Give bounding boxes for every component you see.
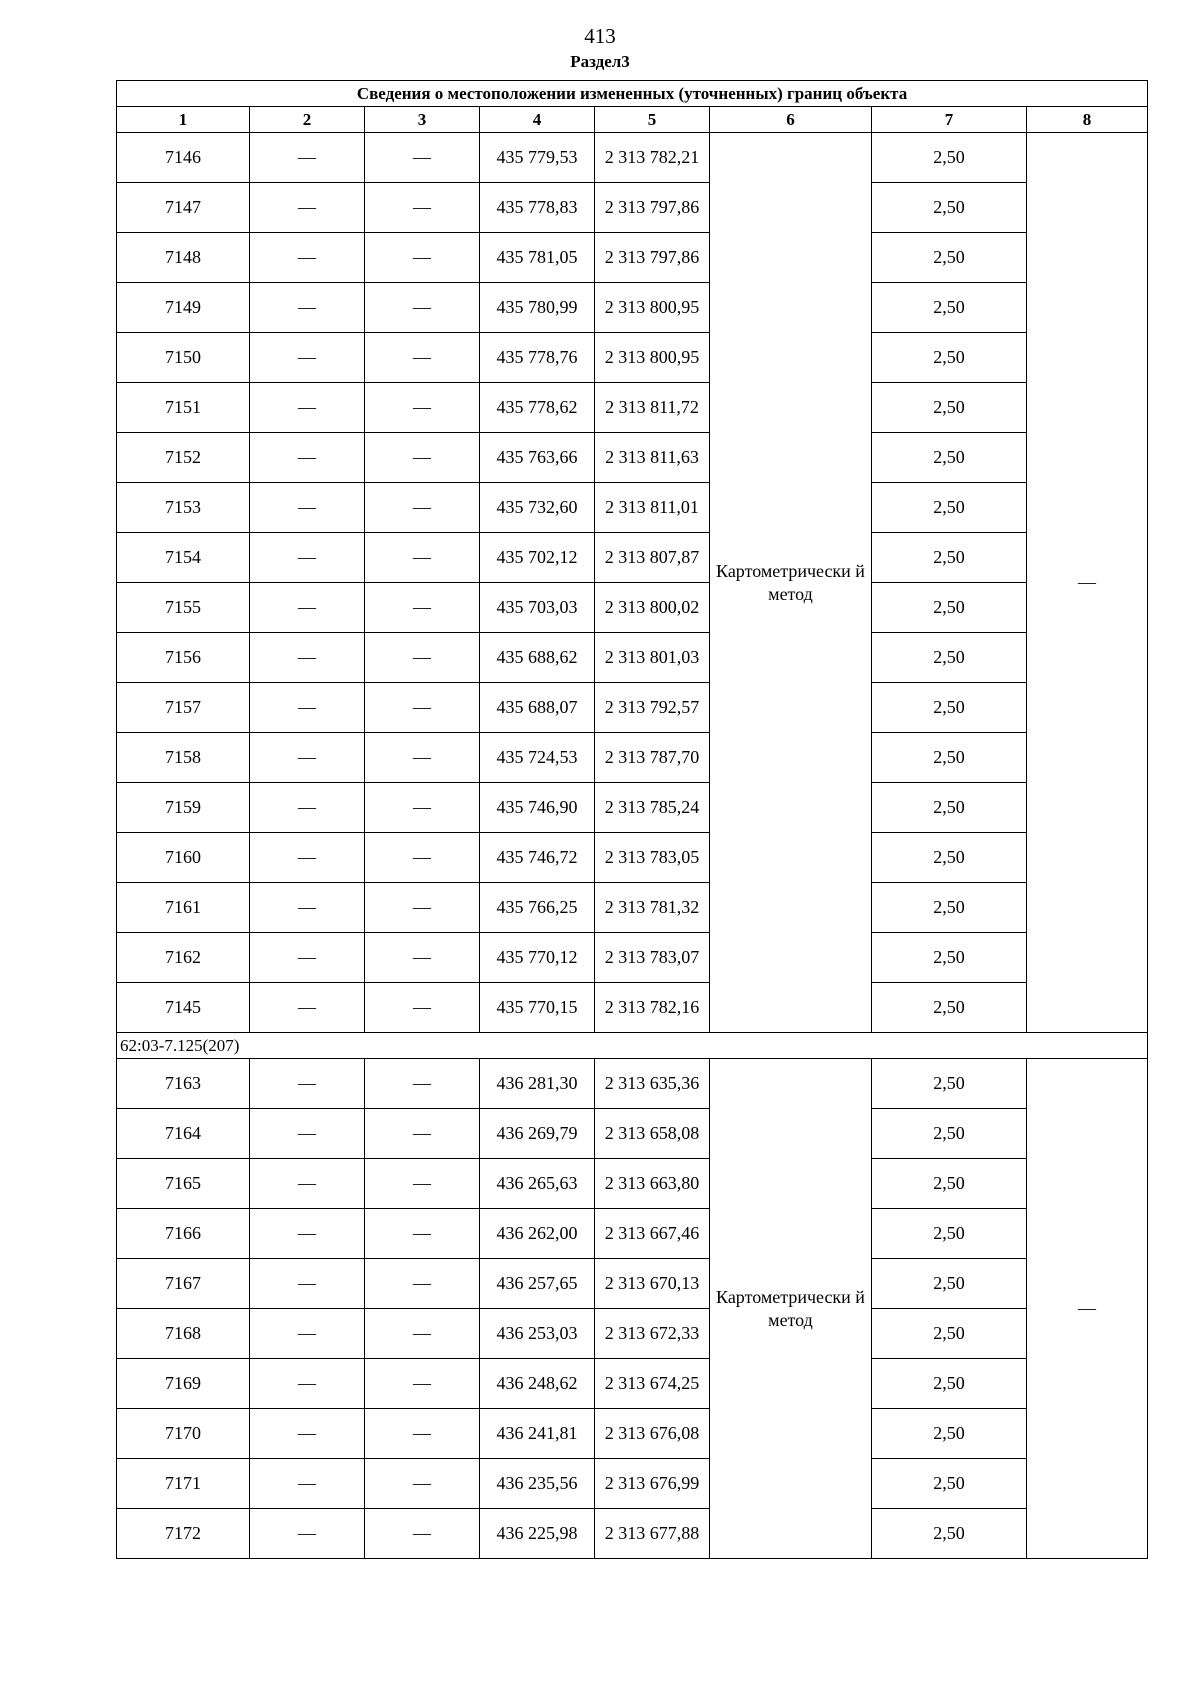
- point-number-cell: 7147: [117, 183, 250, 233]
- x-coordinate-cell: 435 688,07: [480, 683, 595, 733]
- point-number-cell: 7168: [117, 1309, 250, 1359]
- y-coordinate-cell: 2 313 797,86: [595, 233, 710, 283]
- column-3-cell: —: [365, 433, 480, 483]
- column-3-cell: —: [365, 633, 480, 683]
- table-caption: Сведения о местоположении измененных (уточненных) границ объекта: [117, 81, 1148, 107]
- page-number: 413: [584, 24, 616, 48]
- point-number-cell: 7172: [117, 1509, 250, 1559]
- column-3-cell: —: [365, 833, 480, 883]
- x-coordinate-cell: 436 235,56: [480, 1459, 595, 1509]
- column-3-cell: —: [365, 133, 480, 183]
- y-coordinate-cell: 2 313 674,25: [595, 1359, 710, 1409]
- x-coordinate-cell: 435 732,60: [480, 483, 595, 533]
- table-row: [117, 883, 1148, 933]
- x-coordinate-cell: 436 253,03: [480, 1309, 595, 1359]
- y-coordinate-cell: 2 313 676,08: [595, 1409, 710, 1459]
- y-coordinate-cell: 2 313 667,46: [595, 1209, 710, 1259]
- table-row: [117, 633, 1148, 683]
- column-2-cell: —: [250, 1459, 365, 1509]
- table-row: [117, 1159, 1148, 1209]
- accuracy-cell: 2,50: [872, 133, 1027, 183]
- point-number-cell: 7151: [117, 383, 250, 433]
- column-3-cell: —: [365, 933, 480, 983]
- table-row: [117, 583, 1148, 633]
- point-number-cell: 7166: [117, 1209, 250, 1259]
- accuracy-cell: 2,50: [872, 1059, 1027, 1109]
- column-3-cell: —: [365, 183, 480, 233]
- point-number-cell: 7146: [117, 133, 250, 183]
- point-number-cell: 7165: [117, 1159, 250, 1209]
- x-coordinate-cell: 435 763,66: [480, 433, 595, 483]
- column-2-cell: —: [250, 983, 365, 1033]
- column-3-cell: —: [365, 733, 480, 783]
- accuracy-cell: 2,50: [872, 483, 1027, 533]
- table-row: [117, 1459, 1148, 1509]
- y-coordinate-cell: 2 313 807,87: [595, 533, 710, 583]
- accuracy-cell: 2,50: [872, 733, 1027, 783]
- y-coordinate-cell: 2 313 672,33: [595, 1309, 710, 1359]
- accuracy-cell: 2,50: [872, 183, 1027, 233]
- point-number-cell: 7159: [117, 783, 250, 833]
- y-coordinate-cell: 2 313 782,16: [595, 983, 710, 1033]
- y-coordinate-cell: 2 313 635,36: [595, 1059, 710, 1109]
- accuracy-cell: 2,50: [872, 983, 1027, 1033]
- table-row: [117, 383, 1148, 433]
- column-number: 4: [480, 107, 595, 133]
- column-2-cell: —: [250, 1109, 365, 1159]
- column-3-cell: —: [365, 1159, 480, 1209]
- y-coordinate-cell: 2 313 658,08: [595, 1109, 710, 1159]
- accuracy-cell: 2,50: [872, 1159, 1027, 1209]
- column-2-cell: —: [250, 833, 365, 883]
- y-coordinate-cell: 2 313 783,05: [595, 833, 710, 883]
- column-number: 8: [1027, 107, 1148, 133]
- x-coordinate-cell: 435 781,05: [480, 233, 595, 283]
- column-2-cell: —: [250, 283, 365, 333]
- column-2-cell: —: [250, 1359, 365, 1409]
- x-coordinate-cell: 436 281,30: [480, 1059, 595, 1109]
- table-row: [117, 333, 1148, 383]
- x-coordinate-cell: 435 778,83: [480, 183, 595, 233]
- accuracy-cell: 2,50: [872, 533, 1027, 583]
- column-3-cell: —: [365, 533, 480, 583]
- x-coordinate-cell: 435 779,53: [480, 133, 595, 183]
- accuracy-cell: 2,50: [872, 283, 1027, 333]
- column-number: 5: [595, 107, 710, 133]
- point-number-cell: 7155: [117, 583, 250, 633]
- point-number-cell: 7164: [117, 1109, 250, 1159]
- y-coordinate-cell: 2 313 787,70: [595, 733, 710, 783]
- accuracy-cell: 2,50: [872, 333, 1027, 383]
- column-3-cell: —: [365, 1209, 480, 1259]
- y-coordinate-cell: 2 313 811,63: [595, 433, 710, 483]
- accuracy-cell: 2,50: [872, 383, 1027, 433]
- column-number: 7: [872, 107, 1027, 133]
- x-coordinate-cell: 435 724,53: [480, 733, 595, 783]
- column-3-cell: —: [365, 983, 480, 1033]
- y-coordinate-cell: 2 313 676,99: [595, 1459, 710, 1509]
- x-coordinate-cell: 435 746,72: [480, 833, 595, 883]
- column-2-cell: —: [250, 1259, 365, 1309]
- y-coordinate-cell: 2 313 792,57: [595, 683, 710, 733]
- column-3-cell: —: [365, 1259, 480, 1309]
- table-row: [117, 533, 1148, 583]
- y-coordinate-cell: 2 313 783,07: [595, 933, 710, 983]
- column-2-cell: —: [250, 883, 365, 933]
- point-number-cell: 7153: [117, 483, 250, 533]
- column-2-cell: —: [250, 1509, 365, 1559]
- table-row: [117, 133, 1148, 183]
- y-coordinate-cell: 2 313 785,24: [595, 783, 710, 833]
- table-row: [117, 233, 1148, 283]
- table-row: [117, 1109, 1148, 1159]
- accuracy-cell: 2,50: [872, 633, 1027, 683]
- column-2-cell: —: [250, 633, 365, 683]
- table-row: [117, 1209, 1148, 1259]
- x-coordinate-cell: 436 262,00: [480, 1209, 595, 1259]
- x-coordinate-cell: 436 225,98: [480, 1509, 595, 1559]
- accuracy-cell: 2,50: [872, 1409, 1027, 1459]
- accuracy-cell: 2,50: [872, 783, 1027, 833]
- column-2-cell: —: [250, 1309, 365, 1359]
- column-3-cell: —: [365, 1409, 480, 1459]
- accuracy-cell: 2,50: [872, 683, 1027, 733]
- accuracy-cell: 2,50: [872, 233, 1027, 283]
- y-coordinate-cell: 2 313 801,03: [595, 633, 710, 683]
- column-2-cell: —: [250, 533, 365, 583]
- column-2-cell: —: [250, 733, 365, 783]
- point-number-cell: 7160: [117, 833, 250, 883]
- table-caption-row: [117, 81, 1148, 107]
- table-row: [117, 683, 1148, 733]
- point-number-cell: 7169: [117, 1359, 250, 1409]
- table-row: [117, 1409, 1148, 1459]
- accuracy-cell: 2,50: [872, 1309, 1027, 1359]
- y-coordinate-cell: 2 313 670,13: [595, 1259, 710, 1309]
- table-row: [117, 1309, 1148, 1359]
- column-3-cell: —: [365, 383, 480, 433]
- table-row: [117, 1259, 1148, 1309]
- x-coordinate-cell: 435 766,25: [480, 883, 595, 933]
- x-coordinate-cell: 436 241,81: [480, 1409, 595, 1459]
- point-number-cell: 7149: [117, 283, 250, 333]
- parcel-label: 62:03-7.125(207): [117, 1033, 1148, 1059]
- column-number: 1: [117, 107, 250, 133]
- accuracy-cell: 2,50: [872, 883, 1027, 933]
- point-number-cell: 7154: [117, 533, 250, 583]
- point-number-cell: 7162: [117, 933, 250, 983]
- column-3-cell: —: [365, 1309, 480, 1359]
- accuracy-cell: 2,50: [872, 1509, 1027, 1559]
- column-3-cell: —: [365, 1459, 480, 1509]
- point-number-cell: 7150: [117, 333, 250, 383]
- column-2-cell: —: [250, 1059, 365, 1109]
- method-cell: Картометрически й метод: [710, 133, 872, 1033]
- table-row: [117, 1359, 1148, 1409]
- point-number-cell: 7152: [117, 433, 250, 483]
- column-2-cell: —: [250, 333, 365, 383]
- coordinates-table: [116, 80, 1148, 1559]
- column-3-cell: —: [365, 1359, 480, 1409]
- x-coordinate-cell: 435 778,62: [480, 383, 595, 433]
- y-coordinate-cell: 2 313 781,32: [595, 883, 710, 933]
- column-3-cell: —: [365, 233, 480, 283]
- table-row: [117, 833, 1148, 883]
- point-number-cell: 7171: [117, 1459, 250, 1509]
- column-3-cell: —: [365, 783, 480, 833]
- column-2-cell: —: [250, 1409, 365, 1459]
- x-coordinate-cell: 436 248,62: [480, 1359, 595, 1409]
- table-row: [117, 933, 1148, 983]
- column-2-cell: —: [250, 483, 365, 533]
- table-row: [117, 433, 1148, 483]
- table-row: [117, 783, 1148, 833]
- column-3-cell: —: [365, 883, 480, 933]
- point-number-cell: 7157: [117, 683, 250, 733]
- y-coordinate-cell: 2 313 663,80: [595, 1159, 710, 1209]
- y-coordinate-cell: 2 313 797,86: [595, 183, 710, 233]
- column-2-cell: —: [250, 233, 365, 283]
- x-coordinate-cell: 435 770,15: [480, 983, 595, 1033]
- column-8-cell: —: [1027, 133, 1148, 1033]
- point-number-cell: 7161: [117, 883, 250, 933]
- column-8-cell: —: [1027, 1059, 1148, 1559]
- column-2-cell: —: [250, 133, 365, 183]
- column-2-cell: —: [250, 683, 365, 733]
- table-row: [117, 733, 1148, 783]
- x-coordinate-cell: 435 746,90: [480, 783, 595, 833]
- column-number: 6: [710, 107, 872, 133]
- point-number-cell: 7145: [117, 983, 250, 1033]
- accuracy-cell: 2,50: [872, 1359, 1027, 1409]
- parcel-label-row: [117, 1033, 1148, 1059]
- x-coordinate-cell: 435 770,12: [480, 933, 595, 983]
- point-number-cell: 7163: [117, 1059, 250, 1109]
- column-number: 2: [250, 107, 365, 133]
- accuracy-cell: 2,50: [872, 433, 1027, 483]
- accuracy-cell: 2,50: [872, 1209, 1027, 1259]
- x-coordinate-cell: 435 703,03: [480, 583, 595, 633]
- column-2-cell: —: [250, 583, 365, 633]
- accuracy-cell: 2,50: [872, 1259, 1027, 1309]
- x-coordinate-cell: 435 778,76: [480, 333, 595, 383]
- accuracy-cell: 2,50: [872, 1459, 1027, 1509]
- accuracy-cell: 2,50: [872, 833, 1027, 883]
- point-number-cell: 7156: [117, 633, 250, 683]
- point-number-cell: 7148: [117, 233, 250, 283]
- column-3-cell: —: [365, 1509, 480, 1559]
- x-coordinate-cell: 435 780,99: [480, 283, 595, 333]
- table-row: [117, 283, 1148, 333]
- table-row: [117, 1509, 1148, 1559]
- section-title: Раздел3: [570, 52, 630, 71]
- x-coordinate-cell: 435 702,12: [480, 533, 595, 583]
- x-coordinate-cell: 435 688,62: [480, 633, 595, 683]
- column-2-cell: —: [250, 1159, 365, 1209]
- column-3-cell: —: [365, 333, 480, 383]
- y-coordinate-cell: 2 313 782,21: [595, 133, 710, 183]
- x-coordinate-cell: 436 269,79: [480, 1109, 595, 1159]
- accuracy-cell: 2,50: [872, 583, 1027, 633]
- column-3-cell: —: [365, 483, 480, 533]
- point-number-cell: 7167: [117, 1259, 250, 1309]
- y-coordinate-cell: 2 313 811,01: [595, 483, 710, 533]
- column-3-cell: —: [365, 683, 480, 733]
- column-2-cell: —: [250, 183, 365, 233]
- x-coordinate-cell: 436 257,65: [480, 1259, 595, 1309]
- accuracy-cell: 2,50: [872, 933, 1027, 983]
- accuracy-cell: 2,50: [872, 1109, 1027, 1159]
- y-coordinate-cell: 2 313 800,02: [595, 583, 710, 633]
- point-number-cell: 7158: [117, 733, 250, 783]
- y-coordinate-cell: 2 313 811,72: [595, 383, 710, 433]
- column-2-cell: —: [250, 1209, 365, 1259]
- y-coordinate-cell: 2 313 800,95: [595, 283, 710, 333]
- column-3-cell: —: [365, 583, 480, 633]
- column-3-cell: —: [365, 1109, 480, 1159]
- column-2-cell: —: [250, 783, 365, 833]
- table-row: [117, 983, 1148, 1033]
- column-number-row: [117, 107, 1148, 133]
- column-3-cell: —: [365, 1059, 480, 1109]
- y-coordinate-cell: 2 313 800,95: [595, 333, 710, 383]
- table-row: [117, 483, 1148, 533]
- x-coordinate-cell: 436 265,63: [480, 1159, 595, 1209]
- table-row: [117, 1059, 1148, 1109]
- method-cell: Картометрически й метод: [710, 1059, 872, 1559]
- table-body: [117, 81, 1148, 1559]
- table-row: [117, 183, 1148, 233]
- y-coordinate-cell: 2 313 677,88: [595, 1509, 710, 1559]
- point-number-cell: 7170: [117, 1409, 250, 1459]
- column-number: 3: [365, 107, 480, 133]
- column-2-cell: —: [250, 433, 365, 483]
- column-2-cell: —: [250, 383, 365, 433]
- column-3-cell: —: [365, 283, 480, 333]
- column-2-cell: —: [250, 933, 365, 983]
